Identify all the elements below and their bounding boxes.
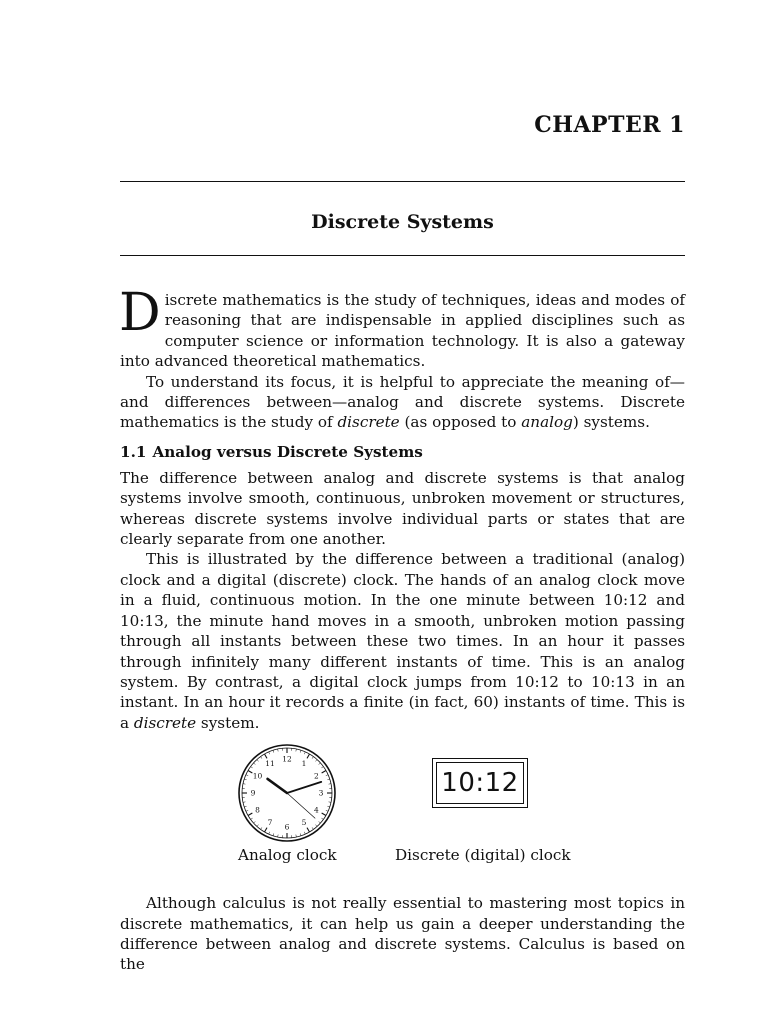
clock-tick <box>254 763 256 765</box>
clock-tick <box>265 754 268 758</box>
clock-tick <box>307 828 310 832</box>
clock-tick <box>246 810 248 811</box>
clock-tick <box>326 775 328 776</box>
section-paragraph-2 <box>120 549 685 733</box>
clock-tick <box>312 828 313 830</box>
clock-numeral: 1 <box>301 759 307 769</box>
intro-p2-part-c: ) systems. <box>572 413 650 432</box>
intro-p2-part-a: To understand its focus, it is helpful to appreciate the meaning of—and differences between—analog and discrete systems. Discrete mathematics is the study of <box>120 372 685 432</box>
clock-numeral: 11 <box>265 759 275 769</box>
section-title: Analog versus Discrete Systems <box>152 442 423 461</box>
clock-numeral: 6 <box>284 822 290 832</box>
clock-tick <box>296 835 297 837</box>
clock-tick <box>315 760 317 762</box>
clock-tick <box>261 757 262 759</box>
clock-tick <box>244 806 246 807</box>
title-rule-top <box>120 181 685 182</box>
clock-minute-hand <box>287 782 321 793</box>
intro-p2-emphasis-analog: analog <box>521 413 573 432</box>
clock-tick <box>254 822 256 824</box>
section-paragraph-1: The difference between analog and discrete systems is that analog systems involve smooth, continuous, unbroken movement or structures, whereas discrete systems involve individual parts or states that are clearly separate from one another. <box>120 468 685 549</box>
clock-tick <box>244 779 246 780</box>
clock-figure <box>120 743 685 893</box>
section-number: 1.1 <box>120 442 147 461</box>
analog-clock-icon <box>237 743 337 843</box>
clock-tick <box>257 825 259 827</box>
clock-tick <box>269 752 270 754</box>
clock-tick <box>326 810 328 811</box>
body-text <box>119 283 685 975</box>
clock-tick <box>312 757 313 759</box>
clock-tick <box>261 828 262 830</box>
clock-tick <box>273 750 274 752</box>
clock-tick <box>257 760 259 762</box>
analog-clock-caption: Analog clock <box>238 846 337 865</box>
clock-tick <box>269 832 270 834</box>
section-p2-part-a: This is illustrated by the difference between a traditional (analog) clock and a digital (discrete) clock. The hands of an analog clock move in a fluid, continuous motion. In the one minute between 10:12 and 10:13, the minute hand moves in a smooth, unbroken motion passing through all instants between these two times. In an hour it passes through infinitely many different instants of time. This is an analog system. By contrast, a digital clock jumps from 10:12 to 10:13 in an instant. In an hour it records a finite (in fact, 60) instants of time. This is a <box>120 550 685 732</box>
clock-tick <box>329 784 331 785</box>
closing-paragraph: Although calculus is not really essential to mastering most topics in discrete mathematics, it can help us gain a deeper understanding the difference between analog and discrete systems. Calculus is based on the <box>120 894 685 974</box>
clock-numeral: 7 <box>267 818 273 828</box>
intro-p2-emphasis-discrete: discrete <box>337 413 400 432</box>
clock-tick <box>304 752 305 754</box>
drop-cap: D <box>119 283 161 343</box>
digital-clock <box>432 758 528 808</box>
clock-tick <box>321 818 323 819</box>
clock-numeral: 12 <box>282 754 292 764</box>
clock-tick <box>319 822 321 824</box>
clock-tick <box>307 754 310 758</box>
section-p2-part-b: system. <box>196 713 260 732</box>
clock-tick <box>327 806 329 807</box>
clock-tick <box>327 779 329 780</box>
clock-numeral: 4 <box>314 805 319 815</box>
clock-tick <box>304 832 305 834</box>
clock-numeral: 10 <box>252 771 263 781</box>
digital-clock-display: 10:12 <box>436 762 524 804</box>
clock-tick <box>246 775 248 776</box>
title-rule-bottom <box>120 255 685 256</box>
clock-second-hand <box>287 793 315 818</box>
clock-numeral: 5 <box>301 818 307 828</box>
clock-tick <box>322 771 326 774</box>
intro-paragraph-2 <box>120 372 685 433</box>
clock-tick <box>248 813 252 816</box>
clock-tick <box>273 834 274 836</box>
clock-tick <box>321 767 323 768</box>
clock-tick <box>243 784 245 785</box>
intro-p2-part-b: (as opposed to <box>399 413 522 432</box>
clock-tick <box>278 835 279 837</box>
clock-tick <box>278 749 279 751</box>
chapter-label: CHAPTER 1 <box>534 112 685 138</box>
clock-tick <box>315 825 317 827</box>
clock-tick <box>251 818 253 819</box>
clock-tick <box>300 750 301 752</box>
clock-numeral: 2 <box>314 771 319 781</box>
clock-tick <box>296 749 297 751</box>
intro-paragraph-1-text: iscrete mathematics is the study of techniques, ideas and modes of reasoning that are indispensable in applied disciplines such as computer science or information technology. It is also a gateway into advanced theoretical mathematics. <box>120 291 685 371</box>
clock-tick <box>300 834 301 836</box>
clock-tick <box>251 767 253 768</box>
section-p2-emphasis-discrete: discrete <box>133 713 197 732</box>
chapter-title: Discrete Systems <box>311 211 494 233</box>
intro-paragraph-1 <box>119 283 685 372</box>
digital-clock-caption: Discrete (digital) clock <box>395 846 571 865</box>
clock-tick <box>265 828 268 832</box>
clock-numeral: 9 <box>250 788 256 798</box>
clock-numeral: 3 <box>318 788 324 798</box>
clock-tick <box>248 771 252 774</box>
clock-hour-hand <box>268 779 287 793</box>
clock-tick <box>322 813 326 816</box>
clock-tick <box>243 802 245 803</box>
clock-numeral: 8 <box>255 805 260 815</box>
section-heading <box>120 442 685 462</box>
clock-tick <box>329 802 331 803</box>
clock-tick <box>319 763 321 765</box>
